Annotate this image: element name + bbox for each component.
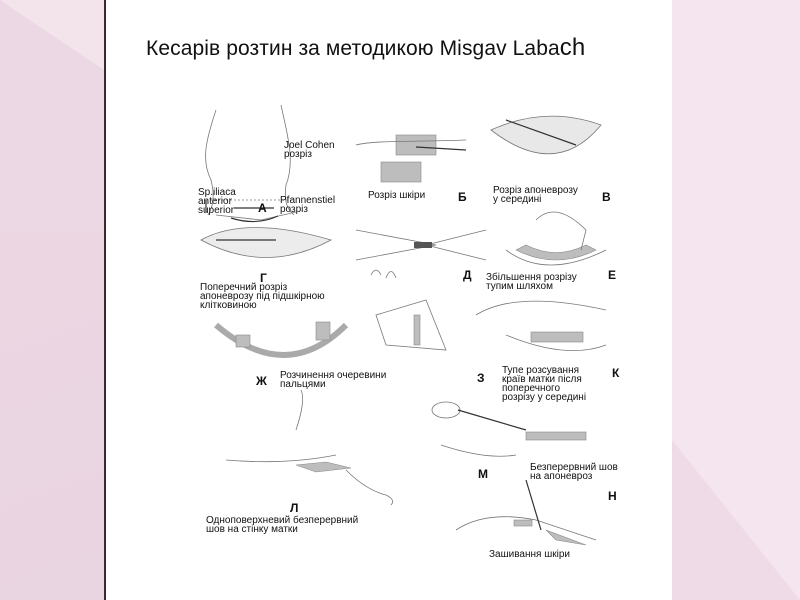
panel-letter-n: Н	[608, 489, 617, 503]
caption-g-line3: клітковиною	[200, 300, 257, 311]
caption-m-line1: Безперервний шов	[530, 462, 618, 473]
panel-letter-g: Г	[260, 271, 267, 285]
panel-letter-v: В	[602, 190, 611, 204]
panel-letter-m: М	[478, 467, 488, 481]
illustration-n	[456, 480, 596, 545]
illustration-zh	[216, 322, 346, 355]
caption-v-line1: Розріз апоневрозу	[493, 185, 578, 196]
caption-k-line2: країв матки після	[502, 374, 582, 385]
surgical-illustration	[186, 100, 646, 560]
caption-k-line3: поперечного	[502, 383, 561, 394]
label-pfannenstiel-incision: розріз	[280, 204, 308, 215]
panel-letter-e: Е	[608, 268, 617, 282]
background-decoration	[0, 0, 104, 70]
caption-k-line1: Тупе розсування	[502, 365, 580, 376]
caption-g-line2: апоневрозу під підшкірною	[200, 291, 325, 302]
caption-v-line2: у середині	[493, 194, 542, 205]
panel-letter-k: К	[612, 366, 620, 380]
caption-l-line1: Одноповерхневий безперервний	[206, 515, 359, 526]
caption-k-line4: розрізу у середині	[502, 392, 587, 403]
panel-letter-l: Л	[290, 501, 299, 515]
panel-letter-z: З	[477, 371, 485, 385]
illustration-k	[476, 301, 606, 351]
title-text: Кесарів розтин за методикою Misgav Laba	[146, 37, 560, 60]
panel-letter-d: Д	[463, 268, 472, 282]
caption-zh-line1: Розчинення очеревини	[280, 370, 387, 381]
illustration-l	[226, 390, 393, 505]
caption-e-line1: Збільшення розрізу	[486, 272, 577, 283]
label-sp-iliaca: Sp.iliaca	[198, 187, 236, 198]
slide-title	[146, 34, 585, 62]
caption-g-line1: Поперечний розріз	[200, 282, 288, 293]
illustration-m	[432, 402, 586, 456]
panel-letter-zh: Ж	[256, 374, 267, 388]
caption-e-line2: тупим шляхом	[486, 281, 553, 292]
label-joel-cohen-incision: розріз	[284, 149, 312, 160]
illustration-v	[491, 116, 601, 154]
illustration-g	[201, 228, 331, 258]
panel-letter-a: А	[258, 201, 267, 215]
background-decoration	[672, 440, 800, 600]
illustration-z	[376, 300, 446, 350]
label-joel-cohen: Joel Cohen	[284, 140, 335, 151]
caption-l-line2: шов на стінку матки	[206, 524, 298, 535]
slide	[104, 0, 672, 600]
caption-zh-line2: пальцями	[280, 379, 326, 390]
label-pfannenstiel: Pfannenstiel	[280, 195, 336, 206]
caption-n: Зашивання шкіри	[489, 549, 570, 560]
caption-b: Розріз шкіри	[368, 190, 426, 201]
title-text-end: ch	[559, 34, 586, 61]
illustration-b	[356, 135, 466, 182]
background-decoration	[0, 230, 104, 600]
label-anterior: anterior	[198, 196, 232, 207]
label-superior: superior	[198, 205, 235, 216]
caption-m-line2: на апоневроз	[530, 471, 593, 482]
illustration-e	[506, 212, 606, 265]
panel-letter-b: Б	[458, 190, 467, 204]
